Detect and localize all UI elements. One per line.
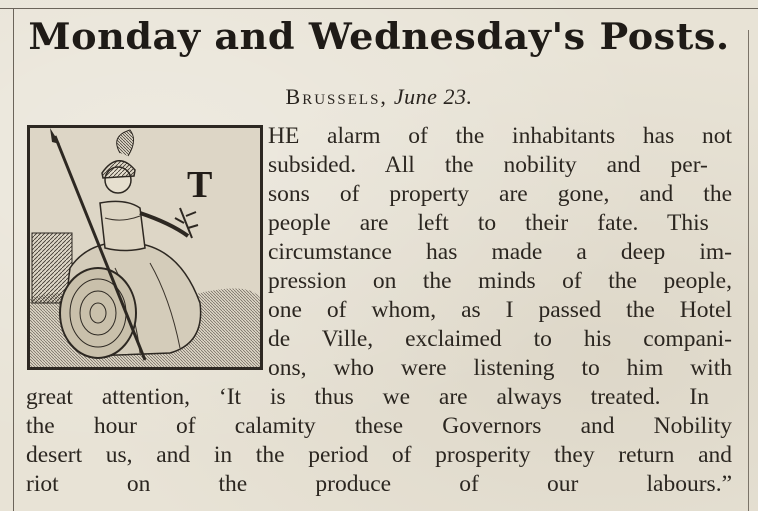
seated-figure-engraving [30,128,260,367]
article-line: ons, who were listening to him with [268,355,732,381]
section-heading: Monday and Wednesday's Posts. [28,16,730,58]
article-line: subsided. All the nobility and per- [268,152,708,178]
woodcut-illustration [27,125,263,370]
dateline-city: Brussels, [285,84,388,109]
article-line: circumstance has made a deep im- [268,239,732,265]
article-line: de Ville, exclaimed to his compani- [268,326,732,352]
article-line: desert us, and in the period of prosperity they return and [26,442,732,468]
article-line: great attention, ‘It is thus we are always treated. In [26,384,709,410]
article-line: one of whom, as I passed the Hotel [268,297,732,323]
article-line: people are left to their fate. This [268,210,709,236]
drop-cap-initial: T [187,164,213,206]
article-line: HE alarm of the inhabitants has not [268,123,732,149]
top-rule [0,8,758,9]
article-line: sons of property are gone, and the [268,181,732,207]
article-line: pression on the minds of the people, [268,268,732,294]
dateline [0,84,758,110]
article-line: riot on the produce of our labours.” [26,471,732,497]
article-line: the hour of calamity these Governors and Nobility [26,413,732,439]
dateline-date: June 23. [393,84,473,109]
